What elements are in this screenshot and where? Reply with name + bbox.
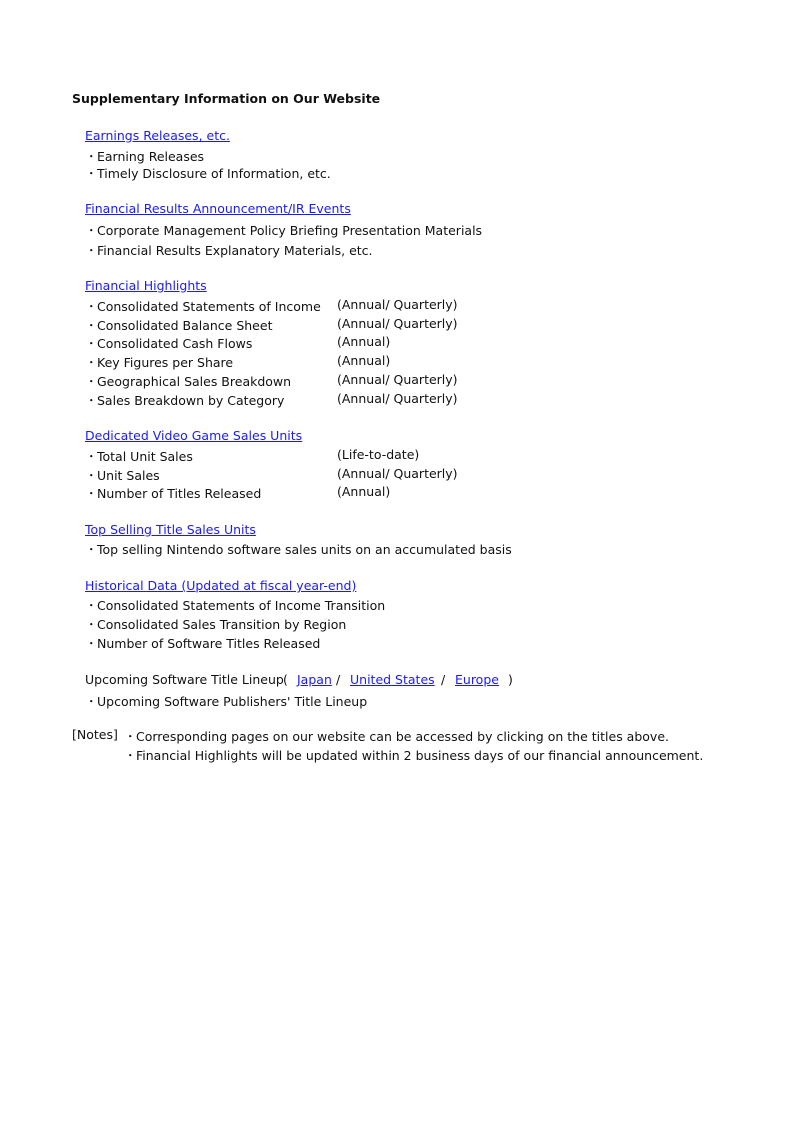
bullet-icon: ・ bbox=[124, 729, 137, 744]
page-title: Supplementary Information on Our Website bbox=[72, 91, 381, 106]
bullet-icon: ・ bbox=[85, 243, 98, 258]
list-item: ・Consolidated Sales Transition by Region bbox=[85, 617, 347, 632]
period-label: (Annual) bbox=[337, 484, 391, 499]
list-item: ・Top selling Nintendo software sales units on an accumulated basis bbox=[85, 542, 512, 557]
bullet-icon: ・ bbox=[85, 449, 98, 464]
bullet-icon: ・ bbox=[85, 374, 98, 389]
list-item: ・Corporate Management Policy Briefing Presentation Materials bbox=[85, 223, 483, 238]
list-item: ・Number of Titles Released bbox=[85, 486, 262, 501]
link-top-selling-title-sales-units[interactable]: Top Selling Title Sales Units bbox=[85, 522, 256, 537]
period-label: (Annual/ Quarterly) bbox=[337, 316, 458, 331]
bullet-icon: ・ bbox=[85, 149, 98, 164]
list-item: ・Key Figures per Share bbox=[85, 355, 234, 370]
list-item: ・Consolidated Balance Sheet bbox=[85, 318, 273, 333]
link-dedicated-video-game-sales-units[interactable]: Dedicated Video Game Sales Units bbox=[85, 428, 303, 443]
notes-label: [Notes] bbox=[72, 727, 118, 742]
bullet-icon: ・ bbox=[85, 223, 98, 238]
bullet-icon: ・ bbox=[85, 636, 98, 651]
bullet-icon: ・ bbox=[85, 542, 98, 557]
list-item: ・Financial Results Explanatory Materials, etc. bbox=[85, 243, 373, 258]
period-label: (Annual/ Quarterly) bbox=[337, 372, 458, 387]
link-region-united-states[interactable]: United States bbox=[350, 672, 435, 687]
region-separator: / bbox=[441, 672, 446, 687]
bullet-icon: ・ bbox=[85, 336, 98, 351]
list-item: ・Unit Sales bbox=[85, 468, 160, 483]
link-earnings-releases[interactable]: Earnings Releases, etc. bbox=[85, 128, 230, 143]
bullet-icon: ・ bbox=[85, 318, 98, 333]
period-label: (Annual/ Quarterly) bbox=[337, 466, 458, 481]
bullet-icon: ・ bbox=[85, 598, 98, 613]
list-item: ・Consolidated Statements of Income bbox=[85, 299, 321, 314]
bullet-icon: ・ bbox=[85, 694, 98, 709]
link-historical-data[interactable]: Historical Data (Updated at fiscal year-end) bbox=[85, 578, 357, 593]
close-paren: ) bbox=[508, 672, 513, 687]
period-label: (Life-to-date) bbox=[337, 447, 420, 462]
period-label: (Annual/ Quarterly) bbox=[337, 391, 458, 406]
bullet-icon: ・ bbox=[85, 355, 98, 370]
period-label: (Annual) bbox=[337, 353, 391, 368]
link-region-japan[interactable]: Japan bbox=[297, 672, 332, 687]
list-item: ・Number of Software Titles Released bbox=[85, 636, 321, 651]
region-separator: / bbox=[336, 672, 341, 687]
link-financial-highlights[interactable]: Financial Highlights bbox=[85, 278, 207, 293]
bullet-icon: ・ bbox=[85, 299, 98, 314]
period-label: (Annual) bbox=[337, 334, 391, 349]
list-item: ・Upcoming Software Publishers' Title Lineup bbox=[85, 694, 368, 709]
bullet-icon: ・ bbox=[124, 748, 137, 763]
bullet-icon: ・ bbox=[85, 617, 98, 632]
period-label: (Annual/ Quarterly) bbox=[337, 297, 458, 312]
bullet-icon: ・ bbox=[85, 166, 98, 181]
bullet-icon: ・ bbox=[85, 393, 98, 408]
bullet-icon: ・ bbox=[85, 486, 98, 501]
upcoming-lineup-label: Upcoming Software Title Lineup bbox=[85, 672, 284, 687]
link-region-europe[interactable]: Europe bbox=[455, 672, 499, 687]
list-item: ・Timely Disclosure of Information, etc. bbox=[85, 166, 331, 181]
list-item: ・Total Unit Sales bbox=[85, 449, 193, 464]
list-item: ・Sales Breakdown by Category bbox=[85, 393, 285, 408]
open-paren: ( bbox=[283, 672, 288, 687]
list-item: ・Consolidated Statements of Income Transition bbox=[85, 598, 386, 613]
note-item: ・Corresponding pages on our website can be accessed by clicking on the titles above. bbox=[124, 729, 669, 744]
list-item: ・Consolidated Cash Flows bbox=[85, 336, 253, 351]
link-financial-results-announcement[interactable]: Financial Results Announcement/IR Events bbox=[85, 201, 351, 216]
note-item: ・Financial Highlights will be updated within 2 business days of our financial announcement. bbox=[124, 748, 704, 763]
list-item: ・Geographical Sales Breakdown bbox=[85, 374, 292, 389]
bullet-icon: ・ bbox=[85, 468, 98, 483]
list-item: ・Earning Releases bbox=[85, 149, 205, 164]
